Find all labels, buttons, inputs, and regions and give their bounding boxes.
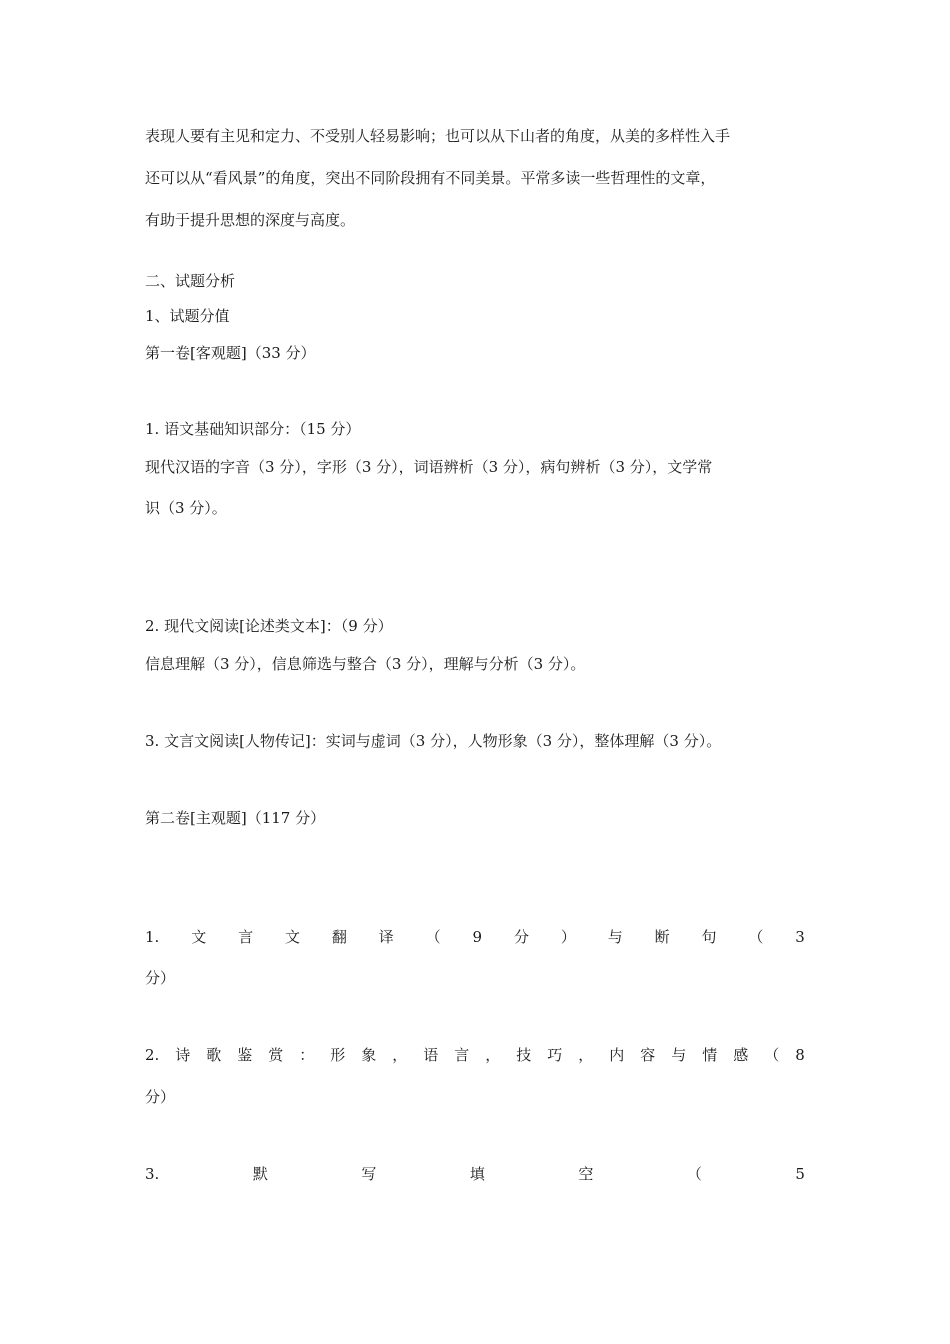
- text-token: 语: [423, 1046, 439, 1064]
- text-token: 感: [733, 1046, 749, 1064]
- text-token: 形: [330, 1046, 346, 1064]
- text-token: ）: [560, 928, 576, 946]
- text-token: 情: [702, 1046, 718, 1064]
- text-token: 9: [472, 928, 483, 946]
- item-text: 分）: [145, 969, 176, 987]
- text-token: 与: [607, 928, 623, 946]
- text-token: 言: [454, 1046, 470, 1064]
- item-text: 识（3 分）。: [145, 499, 227, 517]
- text-token: 默: [252, 1165, 268, 1183]
- paper-two-heading: 第二卷[主观题]（117 分）: [145, 809, 326, 827]
- text-token: 赏: [268, 1046, 284, 1064]
- item-title: 2. 现代文阅读[论述类文本]：（9 分）: [145, 617, 393, 635]
- text-token: 分: [513, 928, 529, 946]
- text-token: 鉴: [237, 1046, 253, 1064]
- text-token: （: [425, 928, 441, 946]
- text-token: 言: [238, 928, 254, 946]
- text-token: ，: [578, 1046, 594, 1064]
- paragraph-line: 还可以从“看风景”的角度，突出不同阶段拥有不同美景。平常多读一些哲理性的文章，: [145, 169, 716, 187]
- text-token: 容: [640, 1046, 656, 1064]
- text-token: 与: [671, 1046, 687, 1064]
- text-token: （: [764, 1046, 780, 1064]
- section-heading: 二、试题分析: [145, 272, 236, 290]
- text-token: （: [686, 1165, 702, 1183]
- text-token: 诗: [175, 1046, 191, 1064]
- text-token: 2.: [145, 1046, 160, 1064]
- justified-line: [145, 1164, 805, 1184]
- item-text: 分）: [145, 1088, 176, 1106]
- text-token: 3.: [145, 1165, 160, 1183]
- paragraph-line: 表现人要有主见和定力、不受别人轻易影响；也可以从下山者的角度，从美的多样性入手: [145, 127, 731, 145]
- text-token: 断: [654, 928, 670, 946]
- paper-one-heading: 第一卷[客观题]（33 分）: [145, 344, 316, 362]
- text-token: ：: [299, 1046, 315, 1064]
- item-title: 1. 语文基础知识部分：（15 分）: [145, 420, 361, 438]
- text-token: ，: [392, 1046, 408, 1064]
- text-token: ，: [485, 1046, 501, 1064]
- text-token: 5: [795, 1165, 805, 1183]
- text-token: 翻: [331, 928, 347, 946]
- text-token: 填: [469, 1165, 485, 1183]
- justified-line: [145, 1045, 805, 1065]
- text-token: 巧: [547, 1046, 563, 1064]
- item-text: 信息理解（3 分），信息筛选与整合（3 分），理解与分析（3 分）。: [145, 655, 586, 673]
- text-token: 3: [795, 928, 805, 946]
- text-token: 8: [795, 1046, 805, 1064]
- item-text: 现代汉语的字音（3 分），字形（3 分），词语辨析（3 分），病句辨析（3 分），文学常: [145, 458, 713, 476]
- text-token: 空: [578, 1165, 594, 1183]
- text-token: 写: [361, 1165, 377, 1183]
- text-token: 技: [516, 1046, 532, 1064]
- text-token: 文: [191, 928, 207, 946]
- paragraph-line: 有助于提升思想的深度与高度。: [145, 211, 356, 229]
- item-text: 3. 文言文阅读[人物传记]：实词与虚词（3 分），人物形象（3 分），整体理解（3 分）。: [145, 732, 722, 750]
- text-token: 歌: [206, 1046, 222, 1064]
- justified-line: [145, 927, 805, 947]
- text-token: （: [748, 928, 764, 946]
- text-token: 象: [361, 1046, 377, 1064]
- text-token: 内: [609, 1046, 625, 1064]
- text-token: 1.: [145, 928, 160, 946]
- text-token: 句: [701, 928, 717, 946]
- text-token: 文: [284, 928, 300, 946]
- text-token: 译: [378, 928, 394, 946]
- subsection-heading: 1、试题分值: [145, 307, 230, 325]
